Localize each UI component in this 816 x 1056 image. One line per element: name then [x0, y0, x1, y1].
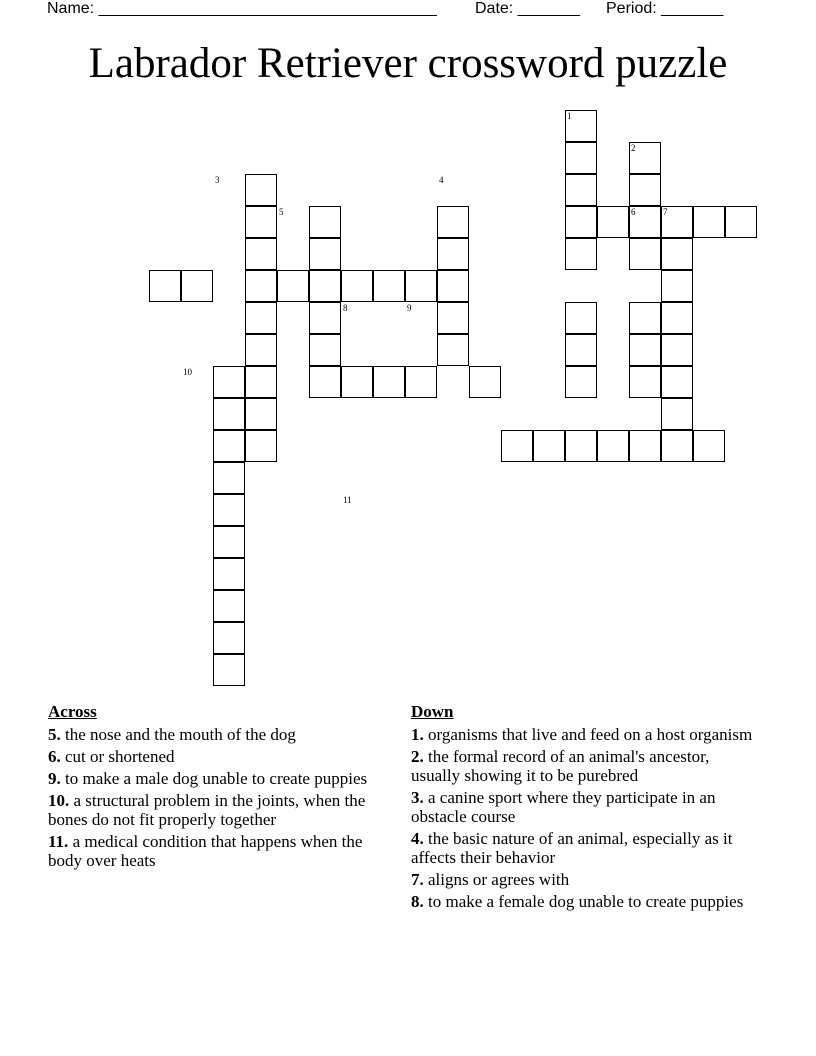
grid-cell[interactable]: [245, 238, 277, 270]
clue-number-label: 4: [439, 175, 444, 185]
clue-number: 2.: [411, 747, 424, 766]
grid-cell[interactable]: [213, 366, 245, 398]
down-heading: Down: [411, 702, 454, 721]
grid-cell[interactable]: [245, 430, 277, 462]
grid-cell[interactable]: [437, 334, 469, 366]
clue-text: organisms that live and feed on a host organism: [423, 725, 753, 744]
grid-cell[interactable]: [341, 366, 373, 398]
clue-number-label: 10: [183, 367, 192, 377]
clue-number-label: 1: [567, 111, 572, 121]
down-clues: [411, 702, 756, 914]
across-clues: [48, 702, 393, 873]
grid-cell[interactable]: [213, 526, 245, 558]
grid-cell[interactable]: [213, 654, 245, 686]
clue-number: 7.: [411, 870, 424, 889]
grid-cell[interactable]: [245, 366, 277, 398]
across-clue: [48, 769, 393, 788]
grid-cell[interactable]: [565, 206, 597, 238]
grid-cell[interactable]: [245, 334, 277, 366]
grid-cell[interactable]: [629, 334, 661, 366]
grid-cell[interactable]: [661, 334, 693, 366]
grid-cell[interactable]: [661, 302, 693, 334]
clue-text: to make a female dog unable to create puppies: [423, 892, 744, 911]
clue-number-label: 3: [215, 175, 220, 185]
clue-number-label: 9: [407, 303, 412, 313]
down-clue: [411, 829, 756, 867]
grid-cell[interactable]: [597, 206, 629, 238]
date-field: Date: _______: [475, 0, 580, 17]
grid-cell[interactable]: [629, 174, 661, 206]
grid-cell[interactable]: [565, 430, 597, 462]
grid-cell[interactable]: [725, 206, 757, 238]
down-clue: [411, 725, 756, 744]
across-heading: Across: [48, 702, 97, 721]
across-clue-list: [48, 725, 393, 870]
clue-number: 5.: [48, 725, 61, 744]
grid-cell[interactable]: [693, 206, 725, 238]
grid-cell[interactable]: [213, 430, 245, 462]
grid-cell[interactable]: [629, 302, 661, 334]
clue-number: 1.: [411, 725, 424, 744]
down-clue: [411, 892, 756, 911]
grid-cell[interactable]: [309, 366, 341, 398]
grid-cell[interactable]: [373, 366, 405, 398]
grid-cell[interactable]: [245, 206, 277, 238]
clue-text: to make a male dog unable to create puppies: [60, 769, 368, 788]
clue-number: 10.: [48, 791, 70, 810]
grid-cell[interactable]: [469, 366, 501, 398]
grid-cell[interactable]: [213, 462, 245, 494]
grid-cell[interactable]: [405, 270, 437, 302]
grid-cell[interactable]: [245, 302, 277, 334]
grid-cell[interactable]: [565, 302, 597, 334]
grid-cell[interactable]: [213, 558, 245, 590]
clue-text: a canine sport where they participate in an obstacle course: [411, 788, 716, 826]
clue-number: 3.: [411, 788, 424, 807]
clue-number-label: 8: [343, 303, 348, 313]
grid-cell[interactable]: [629, 430, 661, 462]
down-clue: [411, 747, 756, 785]
grid-cell[interactable]: [661, 270, 693, 302]
clue-text: aligns or agrees with: [423, 870, 570, 889]
grid-cell[interactable]: [437, 238, 469, 270]
grid-cell[interactable]: [373, 270, 405, 302]
down-clue-list: [411, 725, 756, 911]
across-clue: [48, 791, 393, 829]
across-clue: [48, 832, 393, 870]
page-title: Labrador Retriever crossword puzzle: [88, 40, 728, 87]
across-clue: [48, 725, 393, 744]
clue-number: 4.: [411, 829, 424, 848]
grid-cell[interactable]: [309, 334, 341, 366]
grid-cell[interactable]: [309, 270, 341, 302]
grid-cell[interactable]: [565, 366, 597, 398]
grid-cell[interactable]: [213, 622, 245, 654]
clue-number: 8.: [411, 892, 424, 911]
grid-cell[interactable]: [405, 366, 437, 398]
clue-text: the formal record of an animal's ancestor, usually showing it to be purebred: [411, 747, 710, 785]
grid-cell[interactable]: [245, 398, 277, 430]
clue-number-label: 6: [631, 207, 636, 217]
grid-cell[interactable]: [309, 238, 341, 270]
clue-text: cut or shortened: [60, 747, 175, 766]
clue-number: 11.: [48, 832, 69, 851]
grid-cell[interactable]: [245, 270, 277, 302]
grid-cell[interactable]: [661, 238, 693, 270]
grid-cell[interactable]: [149, 270, 181, 302]
grid-cell[interactable]: [533, 430, 565, 462]
grid-cell[interactable]: [341, 270, 373, 302]
clue-text: the nose and the mouth of the dog: [60, 725, 296, 744]
clue-number-label: 11: [343, 495, 352, 505]
clue-number: 9.: [48, 769, 61, 788]
grid-cell[interactable]: [245, 174, 277, 206]
grid-cell[interactable]: [437, 270, 469, 302]
grid-cell[interactable]: [181, 270, 213, 302]
grid-cell[interactable]: [597, 430, 629, 462]
grid-cell[interactable]: [437, 302, 469, 334]
grid-cell[interactable]: [277, 270, 309, 302]
across-clue: [48, 747, 393, 766]
grid-cell[interactable]: [629, 366, 661, 398]
grid-cell[interactable]: [661, 366, 693, 398]
grid-cell[interactable]: [693, 430, 725, 462]
grid-cell[interactable]: [309, 206, 341, 238]
grid-cell[interactable]: [565, 238, 597, 270]
grid-cell[interactable]: [437, 206, 469, 238]
grid-cell[interactable]: [565, 142, 597, 174]
clue-number: 6.: [48, 747, 61, 766]
grid-cell[interactable]: [661, 430, 693, 462]
clue-number-label: 7: [663, 207, 668, 217]
grid-cell[interactable]: [213, 398, 245, 430]
grid-cell[interactable]: [629, 238, 661, 270]
period-field: Period: _______: [606, 0, 724, 17]
grid-cell[interactable]: [309, 302, 341, 334]
down-clue: [411, 788, 756, 826]
clue-number-label: 5: [279, 207, 284, 217]
grid-cell[interactable]: [565, 334, 597, 366]
clue-text: a structural problem in the joints, when the bones do not fit properly together: [48, 791, 366, 829]
name-field: Name: ______________________________________: [47, 0, 437, 17]
grid-cell[interactable]: [213, 590, 245, 622]
grid-cell[interactable]: [213, 494, 245, 526]
clue-text: the basic nature of an animal, especially as it affects their behavior: [411, 829, 733, 867]
clue-text: a medical condition that happens when the body over heats: [48, 832, 363, 870]
clue-number-label: 2: [631, 143, 636, 153]
grid-cell[interactable]: [661, 398, 693, 430]
down-clue: [411, 870, 756, 889]
grid-cell[interactable]: [501, 430, 533, 462]
grid-cell[interactable]: [565, 174, 597, 206]
